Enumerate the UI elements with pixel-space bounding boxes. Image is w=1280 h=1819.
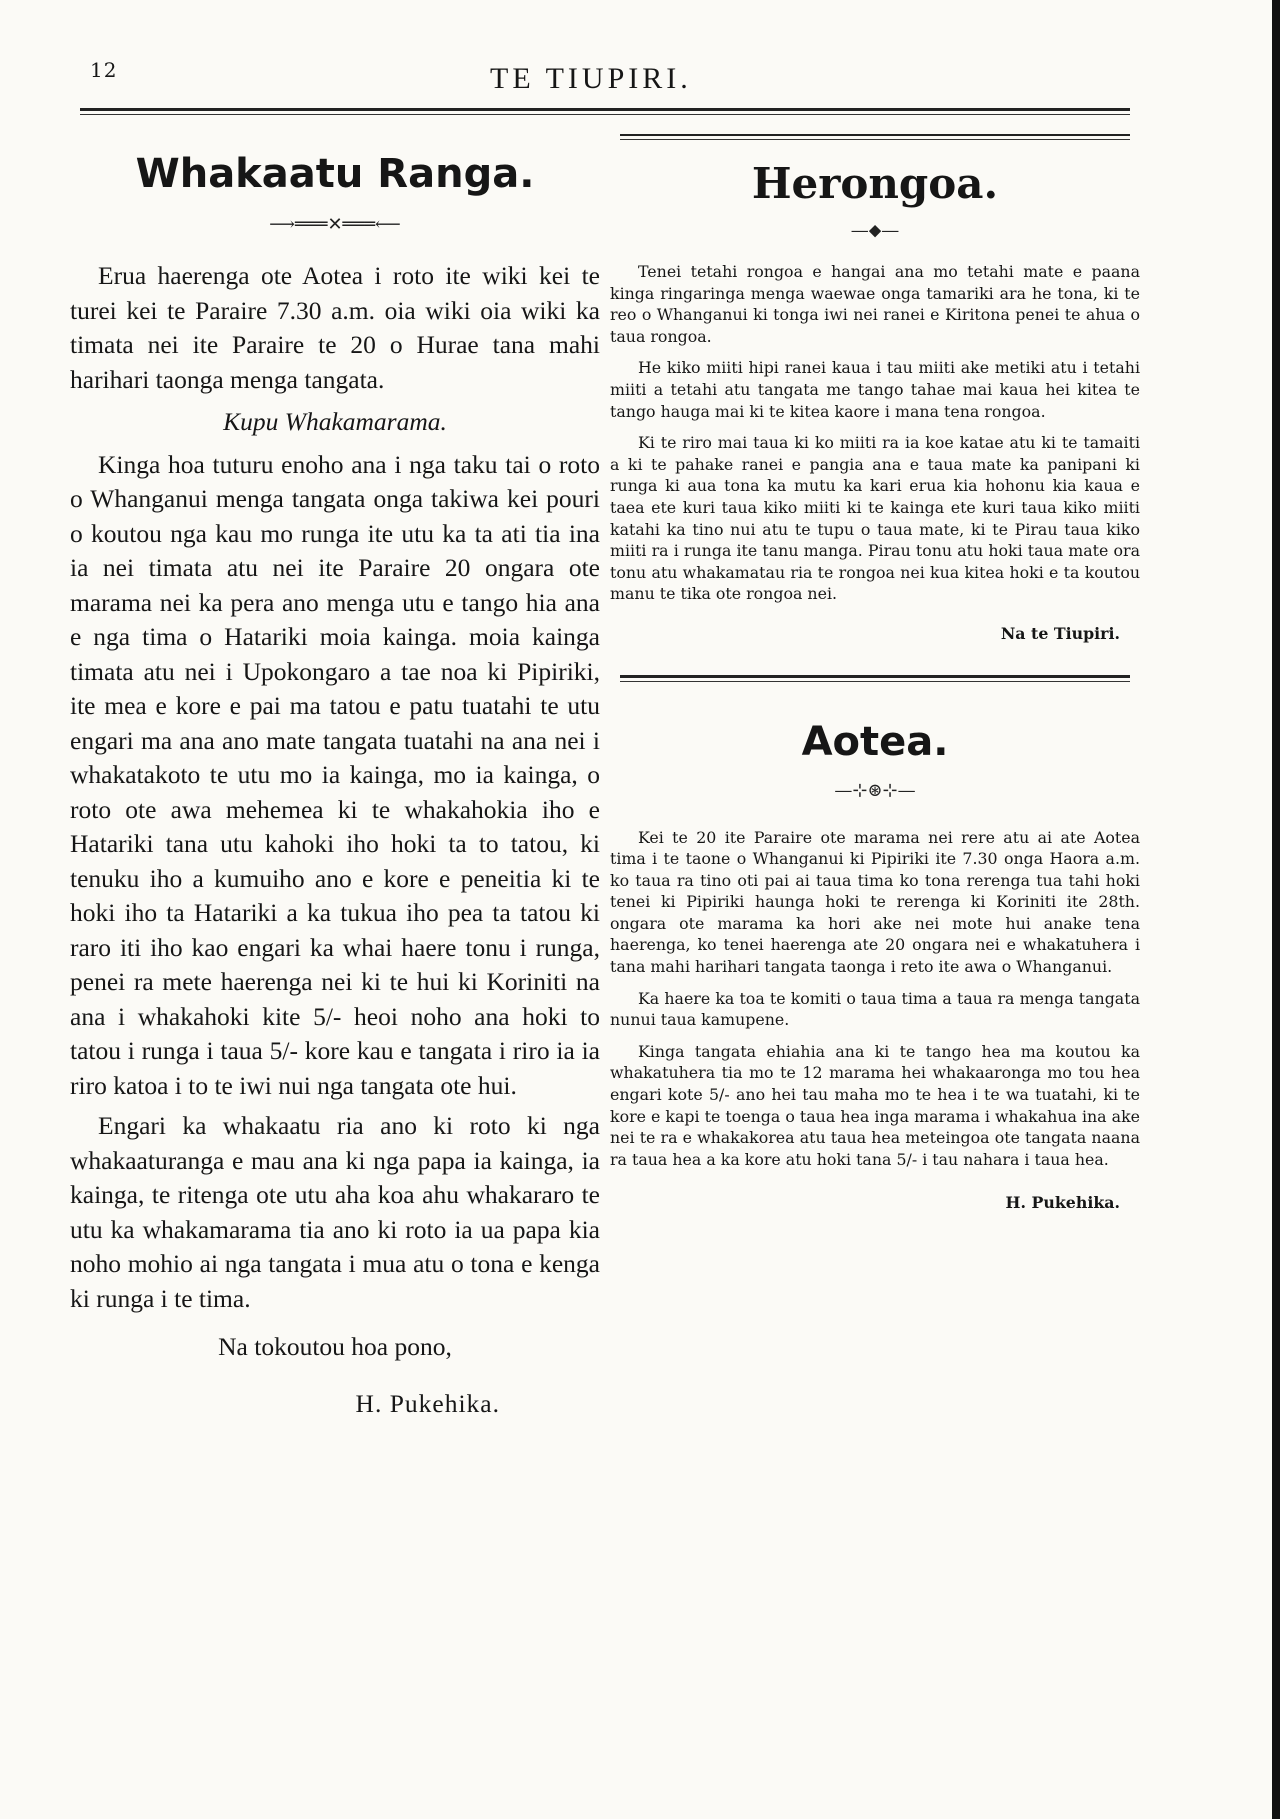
- right-top-paragraph-1: Tenei tetahi rongoa e hangai ana mo tetahi mate e paana kinga ringaringa menga waewae onga tamariki ara he tona, ki te reo o Whanganui ki tonga iwi nei ranei e Kiritona penei te ahua o taua rongoa.: [610, 262, 1140, 346]
- right-top-body: [610, 261, 1140, 645]
- header-rule-right: [620, 134, 1130, 136]
- section-divider: [620, 675, 1130, 678]
- right-bottom-body: [610, 827, 1140, 1215]
- right-top-heading: Herongoa.: [751, 159, 999, 208]
- header-rule-thin: [80, 114, 1130, 115]
- right-top-signature: Na te Tiupiri.: [1000, 623, 1120, 643]
- right-bottom-paragraph-1: Kei te 20 ite Paraire ote marama nei rere atu ai ate Aotea tima i te taone o Whanganui ki Pipiriki ite 7.30 onga Haora a.m. ko taua ra tino oti pai ai taua tima ko tona rerenga tua tahi hoki tenei ki Pipiriki haunga hoki te rerenga ki Koriniti ite 28th. ongara ote marama ka hori ake nei mote hui anake tena haerenga, ko tenei haerenga ate 20 ongara nei e whakatuhera i tana mahi harihari tangata taonga i reto ite awa o Whanganui.: [610, 827, 1140, 977]
- left-signature: H. Pukehika.: [355, 1388, 500, 1418]
- right-top-paragraph-3: Ki te riro mai taua ki ko miiti ra ia koe katae atu ki te tamaiti a ki te pahake ranei e pangia ana e taua mate ka panipani ki runga ki aua tona ka mutu ka kari erua kia hohonu kia kaua e taea ete kuri taua kiko miiti ki te kainga ete kuri taua kiko miiti katahi ka tino nui atu te tupu o taua mate, ki te Pirau taua kiko miiti ra i runga ite tanu manga. Pirau tonu atu hoki taua mate ora tonu atu whakamatau ria te rongoa nei kua kitea hoki e ta koutou manu te tika ote rongoa nei.: [610, 433, 1140, 604]
- left-ornament: ⟶═══✕═══⟵: [269, 214, 401, 235]
- header-rule: [80, 108, 1130, 111]
- left-column: [70, 140, 600, 1421]
- left-body: [70, 259, 600, 1421]
- running-title: TE TIUPIRI.: [490, 62, 692, 95]
- left-closing: Na tokoutou hoa pono,: [218, 1332, 452, 1361]
- left-paragraph-1: Erua haerenga ote Aotea i roto ite wiki kei te turei kei te Paraire 7.30 a.m. oia wiki oia wiki ka timata nei ite Paraire te 20 o Hurae tana mahi harihari taonga menga tangata.: [70, 261, 600, 394]
- left-subheading: Kupu Whakamarama.: [223, 407, 447, 436]
- left-paragraph-3: Engari ka whakaatu ria ano ki roto ki nga whakaaturanga e mau ana ki nga papa ia kainga, ia kainga, te ritenga ote utu aha koa ahu whakararo te utu ka whakamarama tia ano ki roto ia ua papa kia noho mohio ai nga tangata i mua atu o tona e kenga ki runga i te tima.: [70, 1111, 600, 1313]
- right-bottom-paragraph-2: Ka haere ka toa te komiti o taua tima a taua ra menga tangata nunui taua kamupene.: [610, 988, 1140, 1030]
- right-bottom-signature: H. Pukehika.: [1005, 1193, 1120, 1213]
- right-bottom-ornament: —⊹⊛⊹—: [834, 779, 916, 801]
- right-column: [610, 150, 1140, 1214]
- header-rule-right-thin: [620, 139, 1130, 140]
- right-top-ornament: —⬥—: [850, 220, 900, 241]
- right-bottom-heading: Aotea.: [801, 718, 949, 765]
- left-heading: Whakaatu Ranga.: [135, 151, 535, 197]
- page-edge-bar: [1272, 0, 1280, 1819]
- page-number: 12: [90, 58, 118, 82]
- section-divider-thin: [620, 681, 1130, 682]
- right-bottom-paragraph-3: Kinga tangata ehiahia ana ki te tango hea ma koutou ka whakatuhera tia mo te 12 marama hei whakaaronga mo tou hea engari kote 5/- ano hei tau maha mo te hea i te wa tuatahi, ki te kore e kapi te toenga o taua hea inga marama i whakahua ina ake nei te ra e whakakorea atu taua hea meteingoa ote tangata naana ra taua hea a ka kore atu hoki tana 5/- i tau nahara i taua hea.: [610, 1041, 1140, 1169]
- left-paragraph-2: Kinga hoa tuturu enoho ana i nga taku tai o roto o Whanganui menga tangata onga takiwa kei pouri o koutou nga kau mo runga ite utu ka ta ati tia ina ia nei timata atu nei ite Paraire 20 ongara ote marama nei ka pera ano menga utu e tango hia ana e nga tima o Hatariki moia kainga. moia kainga timata atu nei i Upokongaro a tae noa ki Pipiriki, ite mea e kore e pai ma tatou e patu tuatahi te utu engari ma ana ano mate tangata tuatahi na ana nei i whakatakoto te utu mo ia kainga, mo ia kainga, o roto ote awa mehemea ki te whakahokia iho e Hatariki tana utu kahoki iho hoki ta to tatou, ki tenuku iho a kumuiho ano e kore e peneitia ki te hoki iho ta Hatariki a ka tukua iho pea ta tatou ki raro iti iho kao engari ka whai haere tonu i runga, penei ra mete haerenga nei ki te hui ki Koriniti na ana i whakahoki kite 5/- heoi noho ana hoki to tatou i runga i taua 5/- kore kau e tangata i riro ia ia riro katoa i to te iwi nui nga tangata ote hui.: [70, 449, 600, 1100]
- right-top-paragraph-2: He kiko miiti hipi ranei kaua i tau miiti ake metiki atu i tetahi miiti a tetahi atu tangata me tango tahae mai kaua hei kitea te tango hauga mai ki te kitea kaore i mana tena rongoa.: [610, 358, 1140, 421]
